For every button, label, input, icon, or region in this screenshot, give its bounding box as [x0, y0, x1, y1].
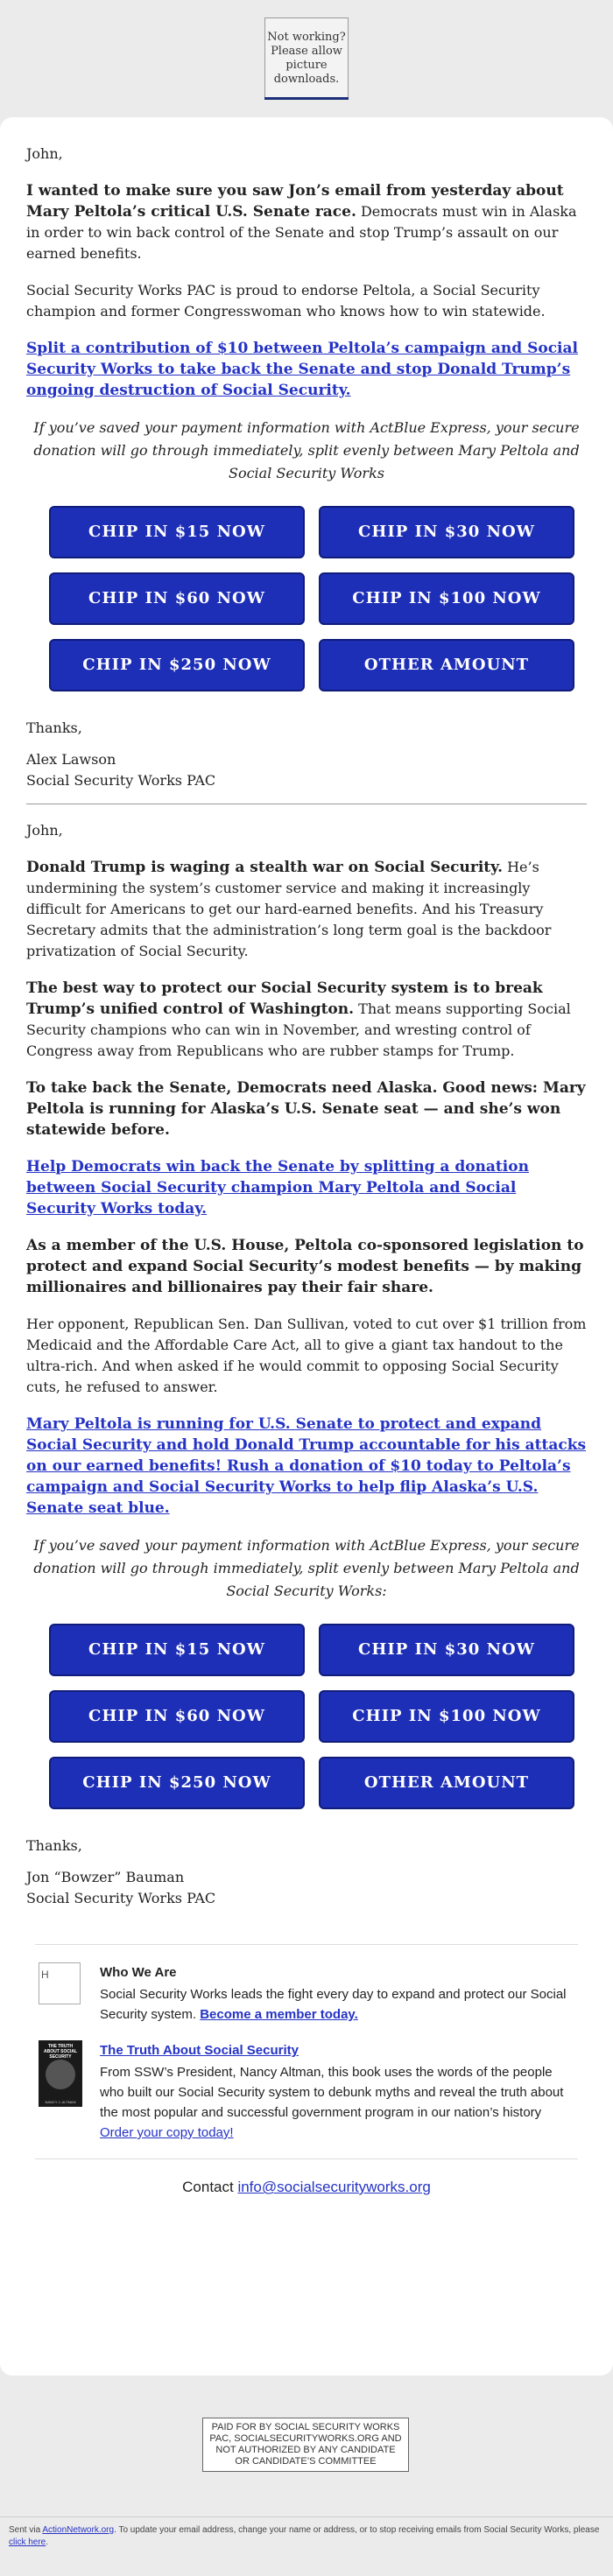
signer-org: Social Security Works PAC [26, 772, 216, 789]
signoff: Thanks, [26, 719, 82, 736]
trump-paragraph [26, 857, 587, 962]
intro-rest: Democrats must win in Alaska in order to win back control of the Senate and stop Trump’s assault on our earned benefits. [26, 203, 577, 262]
protect-bold: The best way to protect our Social Security system is to break Trump’s unified control of Washington. [26, 979, 543, 1018]
paid-for-disclaimer: PAID FOR BY SOCIAL SECURITY WORKS PAC, SOCIALSECURITYWORKS.ORG AND NOT AUTHORIZED BY ANY CANDIDATE OR CANDIDATE’S COMMITTEE [202, 2418, 409, 2472]
chip-in-100-button[interactable]: CHIP IN $100 NOW [319, 572, 574, 625]
other-amount-button[interactable]: OTHER AMOUNT [319, 1757, 574, 1809]
greeting: John, [26, 822, 63, 839]
signoff: Thanks, [26, 1837, 82, 1854]
chip-in-250-button[interactable]: CHIP IN $250 NOW [49, 1757, 305, 1809]
book-cover [39, 2040, 82, 2107]
contact-divider [35, 2158, 578, 2159]
greeting: John, [26, 145, 63, 162]
peltola-house-paragraph: As a member of the U.S. House, Peltola co-sponsored legislation to protect and expand Social Security’s modest benefits — by making millionaires and billionaires pay their fair share. [26, 1237, 584, 1296]
ssw-logo-placeholder [39, 1962, 82, 2025]
footer-divider [35, 1944, 578, 1945]
endorse-paragraph: Social Security Works PAC is proud to endorse Peltola, a Social Security champion and former Congresswoman who knows how to win statewide. [26, 282, 546, 319]
chip-in-30-button[interactable]: CHIP IN $30 NOW [319, 506, 574, 558]
book-cover-image[interactable] [39, 2040, 82, 2143]
chip-in-60-button[interactable]: CHIP IN $60 NOW [49, 572, 305, 625]
alaska-paragraph: To take back the Senate, Democrats need Alaska. Good news: Mary Peltola is running for Alaska’s U.S. Senate seat — and she’s won statewide before. [26, 1079, 586, 1139]
chip-in-60-button[interactable]: CHIP IN $60 NOW [49, 1690, 305, 1743]
sent-via-label: Sent via [9, 2525, 43, 2535]
book-cover-title: THE TRUTH ABOUT SOCIAL SECURITY [43, 2044, 78, 2060]
book-title-link[interactable]: The Truth About Social Security [100, 2043, 299, 2058]
contact-email-link[interactable]: info@socialsecurityworks.org [237, 2179, 431, 2195]
other-amount-button[interactable]: OTHER AMOUNT [319, 639, 574, 691]
email-content [26, 144, 587, 2198]
donate-cta-link[interactable]: Split a contribution of $10 between Peltola’s campaign and Social Security Works to take back the Senate and stop Donald Trump’s ongoing destruction of Social Security. [26, 340, 578, 399]
protect-paragraph [26, 978, 587, 1062]
unsubscribe-footer [9, 2524, 604, 2549]
donate-cta-link[interactable]: Help Democrats win back the Senate by splitting a donation between Social Security champion Mary Peltola and Social Security Works today. [26, 1158, 529, 1218]
intro-bold: I wanted to make sure you saw Jon’s email from yesterday about Mary Peltola’s critical U.S. Senate race. [26, 182, 564, 221]
trump-rest: He’s undermining the system’s customer service and making it increasingly difficult for Americans to get our hard-earned benefits. And his Treasury Secretary admits that the administration’s long term goal is the backdoor privatization of Social Security. [26, 859, 552, 959]
signer-name: Alex Lawson [26, 751, 116, 768]
period: . [46, 2537, 49, 2547]
donation-buttons [49, 1624, 587, 1809]
bottom-divider [0, 2516, 613, 2517]
become-member-link[interactable]: Become a member today. [200, 2007, 358, 2022]
donate-cta-link-2[interactable]: Mary Peltola is running for U.S. Senate to protect and expand Social Security and hold Donald Trump accountable for his attacks on our earned benefits! Rush a donation of $10 today to Peltola’s campaign and Social Security Works to help flip Alaska’s U.S. Senate seat blue. [26, 1415, 587, 1517]
book-cover-author: NANCY J. ALTMAN [45, 2100, 76, 2104]
who-we-are-body: Social Security Works leads the fight every day to expand and protect our Social Security system. [100, 1987, 567, 2022]
protect-rest: That means supporting Social Security champions who can win in November, and wresting control of Congress away from Republicans who are rubber stamps for Trump. [26, 1000, 571, 1059]
click-here-link[interactable]: click here [9, 2537, 46, 2547]
header-logo-placeholder [264, 18, 349, 100]
chip-in-15-button[interactable]: CHIP IN $15 NOW [49, 1624, 305, 1676]
book-cover-portrait-icon [46, 2060, 75, 2089]
logo-underline [264, 97, 349, 100]
logo-broken-image-icon: H [39, 1962, 81, 2004]
book-body: From SSW’s President, Nancy Altman, this book uses the words of the people who built our Social Security system to debunk myths and reveal the truth about the most popular and successful government program in our nation’s history [100, 2065, 564, 2120]
who-we-are-row [39, 1962, 574, 2025]
signer-org: Social Security Works PAC [26, 1890, 216, 1906]
book-text [100, 2040, 574, 2143]
who-we-are-text [100, 1962, 574, 2025]
actblue-express-note: If you’ve saved your payment information with ActBlue Express, your secure donation will go through immediately, split evenly between Mary Peltola and Social Security Works: [33, 1537, 580, 1599]
update-text: . To update your email address, change your name or address, or to stop receiving emails from Social Security Works, please [114, 2525, 600, 2535]
footer-block [26, 1962, 587, 2143]
email-card [0, 117, 613, 2376]
who-we-are-title: Who We Are [100, 1965, 177, 1980]
actblue-express-note: If you’ve saved your payment information with ActBlue Express, your secure donation will go through immediately, split evenly between Mary Peltola and Social Security Works [33, 419, 580, 481]
contact-line [26, 2177, 587, 2198]
trump-bold: Donald Trump is waging a stealth war on Social Security. [26, 859, 503, 876]
chip-in-100-button[interactable]: CHIP IN $100 NOW [319, 1690, 574, 1743]
chip-in-30-button[interactable]: CHIP IN $30 NOW [319, 1624, 574, 1676]
chip-in-15-button[interactable]: CHIP IN $15 NOW [49, 506, 305, 558]
book-title [100, 2040, 574, 2060]
intro-paragraph [26, 180, 587, 264]
donation-buttons [49, 506, 587, 691]
order-book-link[interactable]: Order your copy today! [100, 2125, 234, 2140]
book-row [39, 2040, 574, 2143]
contact-label: Contact [182, 2179, 238, 2195]
logo-alt-text: Not working? Please allow picture downloads. [267, 31, 346, 86]
chip-in-250-button[interactable]: CHIP IN $250 NOW [49, 639, 305, 691]
actionnetwork-link[interactable]: ActionNetwork.org [42, 2525, 115, 2535]
signer-name: Jon “Bowzer” Bauman [26, 1869, 185, 1885]
opponent-paragraph: Her opponent, Republican Sen. Dan Sullivan, voted to cut over $1 trillion from Medicaid and the Affordable Care Act, all to give a giant tax handout to the ultra-rich. And when asked if he would commit to opposing Social Security cuts, he refused to answer. [26, 1316, 587, 1395]
